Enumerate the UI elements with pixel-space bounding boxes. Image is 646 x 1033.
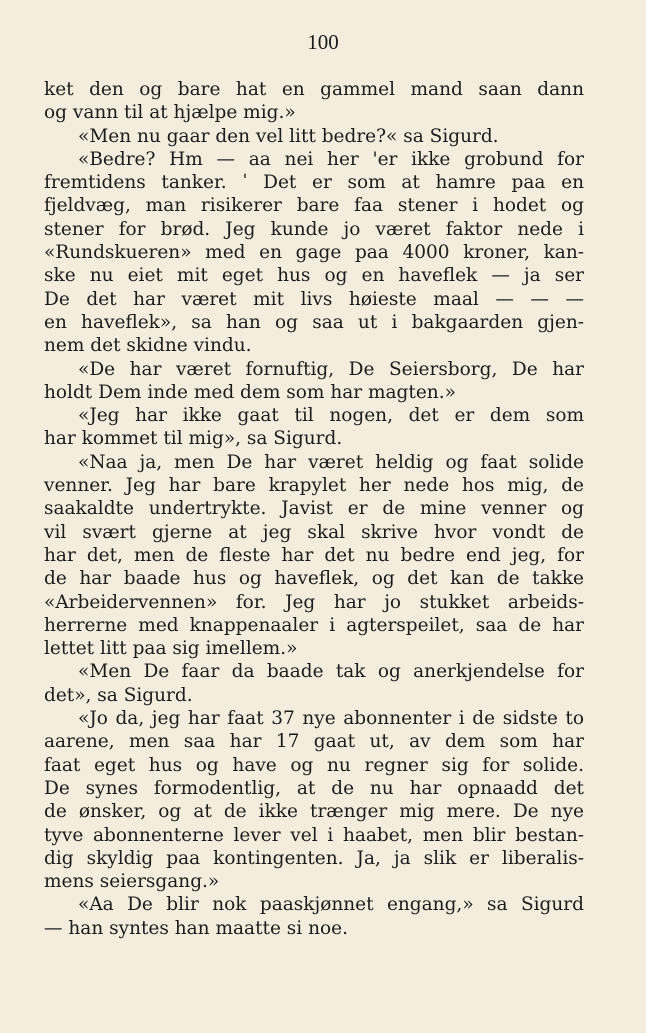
text-line: har kommet til mig», sa Sigurd.	[44, 428, 343, 450]
text-line: det», sa Sigurd.	[44, 684, 193, 706]
text-line: «Arbeidervennen» for. Jeg har jo stukket arbeids-	[44, 591, 584, 613]
text-line: saakaldte undertrykte. Javist er de mine venner og	[44, 498, 584, 520]
body-text	[44, 78, 584, 940]
text-line: «Bedre? Hm — aa nei her 'er ikke grobund for	[78, 148, 584, 170]
text-line: «Men De faar da baade tak og anerkjendelse for	[78, 661, 584, 683]
text-line: «Men nu gaar den vel litt bedre?« sa Sigurd.	[78, 125, 499, 147]
text-line: de har baade hus og haveflek, og det kan de takke	[44, 568, 584, 590]
text-line: fremtidens tanker. ˈ Det er som at hamre paa en	[44, 172, 584, 194]
text-line: «Jeg har ikke gaat til nogen, det er dem som	[78, 405, 584, 427]
text-line: har det, men de fleste har det nu bedre end jeg, for	[44, 544, 584, 566]
text-line: aarene, men saa har 17 gaat ut, av dem som har	[44, 731, 584, 753]
text-line: fjeldvæg, man risikerer bare faa stener i hodet og	[44, 195, 584, 217]
text-line: «De har været fornuftig, De Seiersborg, De har	[78, 358, 584, 380]
text-line: — han syntes han maatte si noe.	[44, 917, 348, 939]
text-line: herrerne med knappenaaler i agterspeilet, saa de har	[44, 614, 584, 636]
text-line: tyve abonnenterne lever vel i haabet, men blir bestan-	[44, 824, 584, 846]
page-number: 100	[307, 30, 339, 54]
text-line: «Aa De blir nok paaskjønnet engang,» sa Sigurd	[78, 894, 584, 916]
text-line: «Naa ja, men De har været heldig og faat solide	[78, 451, 584, 473]
text-line: lettet litt paa sig imellem.»	[44, 638, 298, 660]
text-line: «Jo da, jeg har faat 37 nye abonnenter i de sidste to	[78, 708, 584, 730]
text-line: nem det skidne vindu.	[44, 335, 252, 357]
text-line: en haveflek», sa han og saa ut i bakgaarden gjen-	[44, 311, 584, 333]
text-line: venner. Jeg har bare krapylet her nede hos mig, de	[44, 475, 584, 497]
text-line: dig skyldig paa kontingenten. Ja, ja slik er liberalis-	[44, 847, 584, 869]
text-line: stener for brød. Jeg kunde jo været faktor nede i	[44, 218, 584, 240]
text-line: faat eget hus og have og nu regner sig for solide.	[44, 754, 584, 776]
text-line: og vann til at hjælpe mig.»	[44, 102, 296, 124]
text-line: mens seiersgang.»	[44, 871, 220, 893]
text-line: ket den og bare hat en gammel mand saan dann	[44, 79, 584, 100]
text-line: holdt Dem inde med dem som har magten.»	[44, 381, 456, 403]
text-line: De synes formodentlig, at de nu har opnaadd det	[44, 777, 584, 799]
text-line: De det har været mit livs høieste maal — — —	[44, 288, 584, 310]
text-line: de ønsker, og at de ikke trænger mig mere. De nye	[44, 801, 584, 823]
text-line: vil svært gjerne at jeg skal skrive hvor vondt de	[44, 521, 584, 543]
text-line: ske nu eiet mit eget hus og en haveflek — ja ser	[44, 265, 584, 287]
text-line: «Rundskueren» med en gage paa 4000 kroner, kan-	[44, 242, 584, 264]
